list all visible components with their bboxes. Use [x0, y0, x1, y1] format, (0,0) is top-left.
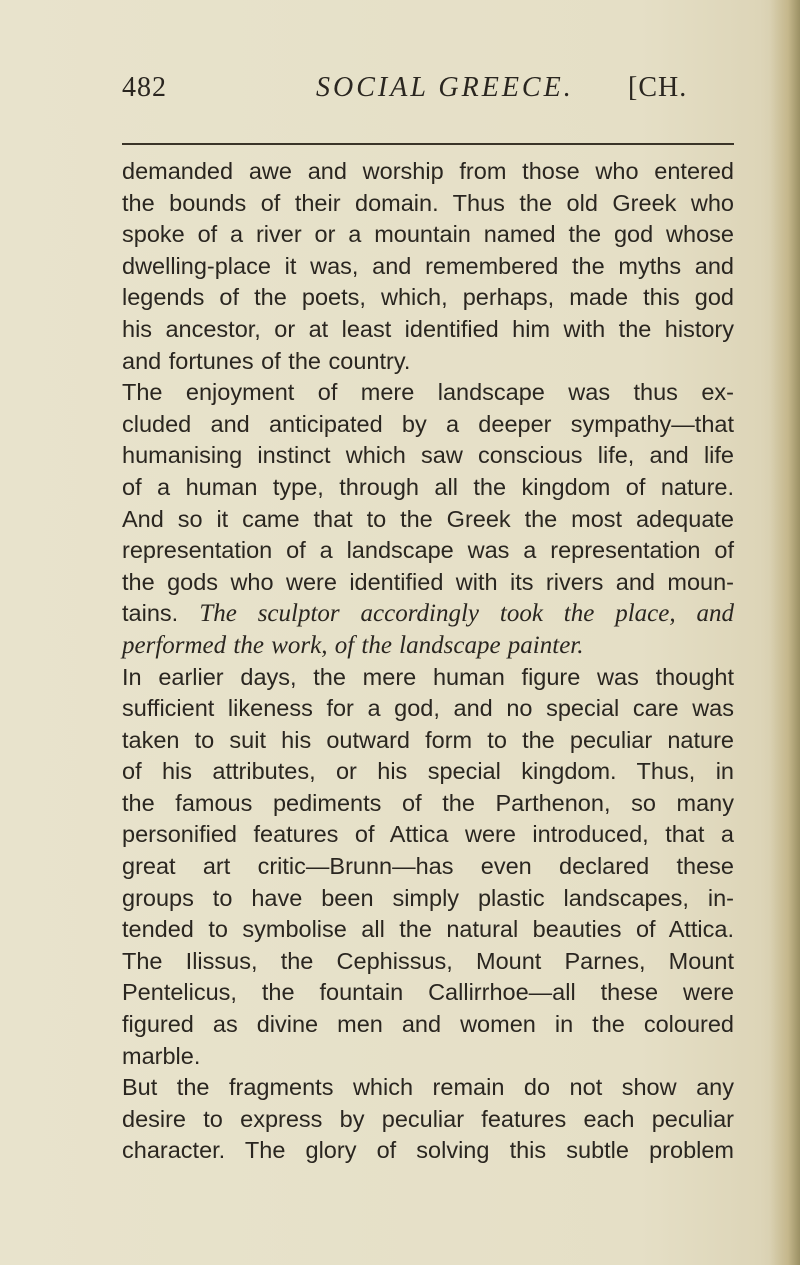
- text-line: humanising instinct which saw conscious life, and life: [122, 442, 734, 469]
- header-rule: [122, 143, 734, 145]
- text-line: character. The glory of solving this subtle problem: [122, 1137, 734, 1164]
- text-line: his ancestor, or at least identified him with the history: [122, 315, 734, 342]
- text-line: The enjoyment of mere landscape was thus ex-: [122, 379, 734, 406]
- text-line: cluded and anticipated by a deeper sympathy—that: [122, 410, 734, 437]
- text-line: performed the work, of the landscape painter.: [122, 631, 584, 659]
- text-line: of a human type, through all the kingdom of nature.: [122, 473, 734, 500]
- text-line: And so it came that to the Greek the most adequate: [122, 505, 734, 532]
- chapter-mark: [CH.: [628, 72, 688, 103]
- page-edge-shadow: [770, 0, 800, 1265]
- page-header: [0, 72, 800, 132]
- text-line: legends of the poets, which, perhaps, made this god: [122, 284, 734, 311]
- text-line: sufficient likeness for a god, and no special care was: [122, 695, 734, 722]
- text-line: marble.: [122, 1042, 201, 1069]
- text-line: figured as divine men and women in the coloured: [122, 1011, 734, 1038]
- text-line-italic: The sculptor accordingly took the place, and: [199, 600, 734, 628]
- text-line: the famous pediments of the Parthenon, so many: [122, 789, 734, 816]
- text-line: groups to have been simply plastic landscapes, in-: [122, 884, 734, 911]
- text-line: taken to suit his outward form to the peculiar nature: [122, 726, 734, 753]
- text-line: personified features of Attica were introduced, that a: [122, 821, 734, 848]
- running-title: SOCIAL GREECE.: [316, 72, 574, 103]
- body-text: [122, 156, 734, 1167]
- text-line: the bounds of their domain. Thus the old Greek who: [122, 189, 734, 216]
- text-line: tended to symbolise all the natural beauties of Attica.: [122, 916, 734, 943]
- text-line: the gods who were identified with its rivers and moun-: [122, 568, 734, 595]
- text-line: great art critic—Brunn—has even declared these: [122, 853, 734, 880]
- text-line: The Ilissus, the Cephissus, Mount Parnes, Mount: [122, 947, 734, 974]
- text-line: demanded awe and worship from those who entered: [122, 158, 734, 184]
- text-line: of his attributes, or his special kingdom. Thus, in: [122, 758, 734, 785]
- page-number: 482: [122, 72, 167, 103]
- text-line: desire to express by peculiar features each peculiar: [122, 1105, 734, 1132]
- text-line: representation of a landscape was a representation of: [122, 537, 734, 564]
- text-line: dwelling-place it was, and remembered the myths and: [122, 252, 734, 279]
- text-line: spoke of a river or a mountain named the god whose: [122, 221, 734, 248]
- text-line-plain: tains.: [122, 600, 200, 627]
- text-line: Pentelicus, the fountain Callirrhoe—all these were: [122, 979, 734, 1006]
- text-line: In earlier days, the mere human figure was thought: [122, 663, 734, 690]
- text-line: [122, 598, 734, 630]
- text-line: and fortunes of the country.: [122, 347, 411, 374]
- text-line: But the fragments which remain do not show any: [122, 1074, 734, 1101]
